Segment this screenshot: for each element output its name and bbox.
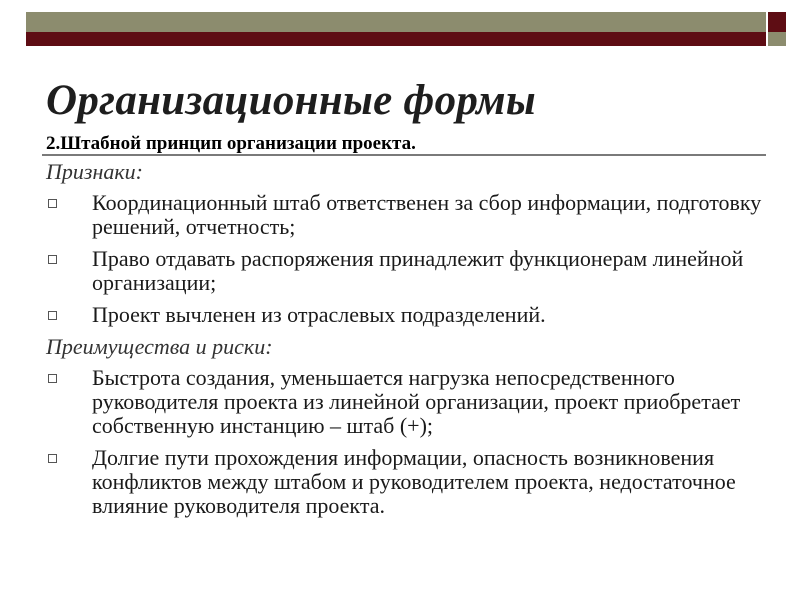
section-advantages-risks <box>46 335 766 518</box>
bullet-item <box>46 366 766 438</box>
bullet-text: Быстрота создания, уменьшается нагрузка непосредственного руководителя проекта из линейной организации, проект приобретает собственную инстанцию – штаб (+); <box>92 365 741 438</box>
header-corner-square-bottom <box>768 32 786 46</box>
bullet-item <box>46 303 766 327</box>
slide-subtitle: 2.Штабной принцип организации проекта. <box>46 133 416 154</box>
header-band-olive <box>26 12 766 32</box>
square-bullet-icon <box>48 199 57 208</box>
section-heading: Преимущества и риски: <box>46 334 273 359</box>
bullet-text: Долгие пути прохождения информации, опасность возникновения конфликтов между штабом и руководителем проекта, недостаточное влияние руководителя проекта. <box>92 445 736 518</box>
bullet-item <box>46 247 766 295</box>
square-bullet-icon <box>48 374 57 383</box>
title-divider <box>42 154 766 156</box>
slide-content <box>46 160 766 526</box>
header-band-maroon <box>26 32 766 46</box>
bullet-item <box>46 191 766 239</box>
square-bullet-icon <box>48 255 57 264</box>
slide-title: Организационные формы <box>46 77 536 124</box>
bullet-text: Координационный штаб ответственен за сбор информации, подготовку решений, отчетность; <box>92 190 762 239</box>
bullet-text: Проект вычленен из отраслевых подразделений. <box>92 302 546 327</box>
bullet-text: Право отдавать распоряжения принадлежит функционерам линейной организации; <box>92 246 744 295</box>
section-signs <box>46 160 766 327</box>
square-bullet-icon <box>48 454 57 463</box>
section-heading: Признаки: <box>46 159 144 184</box>
header-corner-square-top <box>768 12 786 32</box>
bullet-item <box>46 446 766 518</box>
square-bullet-icon <box>48 311 57 320</box>
